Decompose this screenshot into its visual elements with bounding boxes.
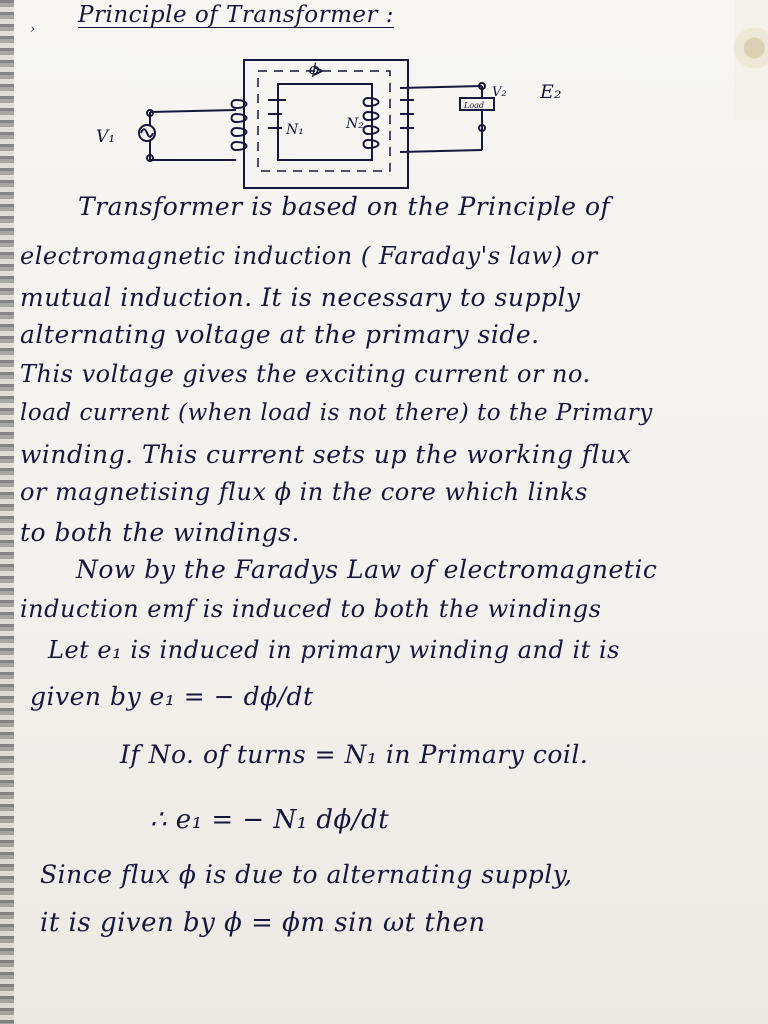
primary-wire-top — [150, 110, 236, 112]
text-line: to both the windings. — [20, 518, 300, 547]
core-outer — [244, 60, 408, 188]
text-line: If No. of turns = N₁ in Primary coil. — [120, 740, 589, 769]
secondary-voltage-label: V₂ — [492, 85, 507, 100]
text-line: it is given by ϕ = ϕm sin ωt then — [40, 908, 486, 938]
secondary-emf-label: E₂ — [540, 81, 562, 103]
text-line: electromagnetic induction ( Faraday's law) or — [20, 242, 598, 270]
primary-voltage-label: V₁ — [96, 127, 116, 147]
primary-turns-label: N₁ — [286, 122, 304, 138]
text-line: This voltage gives the exciting current or no. — [20, 360, 591, 388]
secondary-turns-label: N₂ — [346, 116, 364, 132]
text-line: given by e₁ = − dϕ/dt — [30, 682, 314, 711]
text-line: induction emf is induced to both the windings — [20, 595, 602, 623]
load-label: Load — [464, 101, 485, 110]
page-title: Principle of Transformer : — [78, 2, 395, 28]
text-line: Now by the Faradys Law of electromagnetic — [76, 555, 658, 584]
secondary-wire-bottom — [400, 150, 482, 152]
text-line: alternating voltage at the primary side. — [20, 320, 540, 349]
bullet-mark: › — [30, 22, 36, 37]
text-line: mutual induction. It is necessary to supply — [20, 283, 581, 312]
flux-label: ϕ — [309, 60, 320, 78]
text-line: ∴ e₁ = − N₁ dϕ/dt — [150, 805, 390, 835]
transformer-diagram — [0, 0, 768, 200]
text-line: Transformer is based on the Principle of — [78, 192, 611, 221]
text-line: Let e₁ is induced in primary winding and it is — [48, 636, 620, 664]
text-line: Since flux ϕ is due to alternating supply, — [40, 860, 573, 889]
secondary-wire-top — [400, 86, 482, 88]
text-line: or magnetising flux ϕ in the core which links — [20, 478, 588, 506]
text-line: load current (when load is not there) to the Primary — [20, 400, 653, 426]
text-line: winding. This current sets up the working flux — [20, 440, 632, 469]
